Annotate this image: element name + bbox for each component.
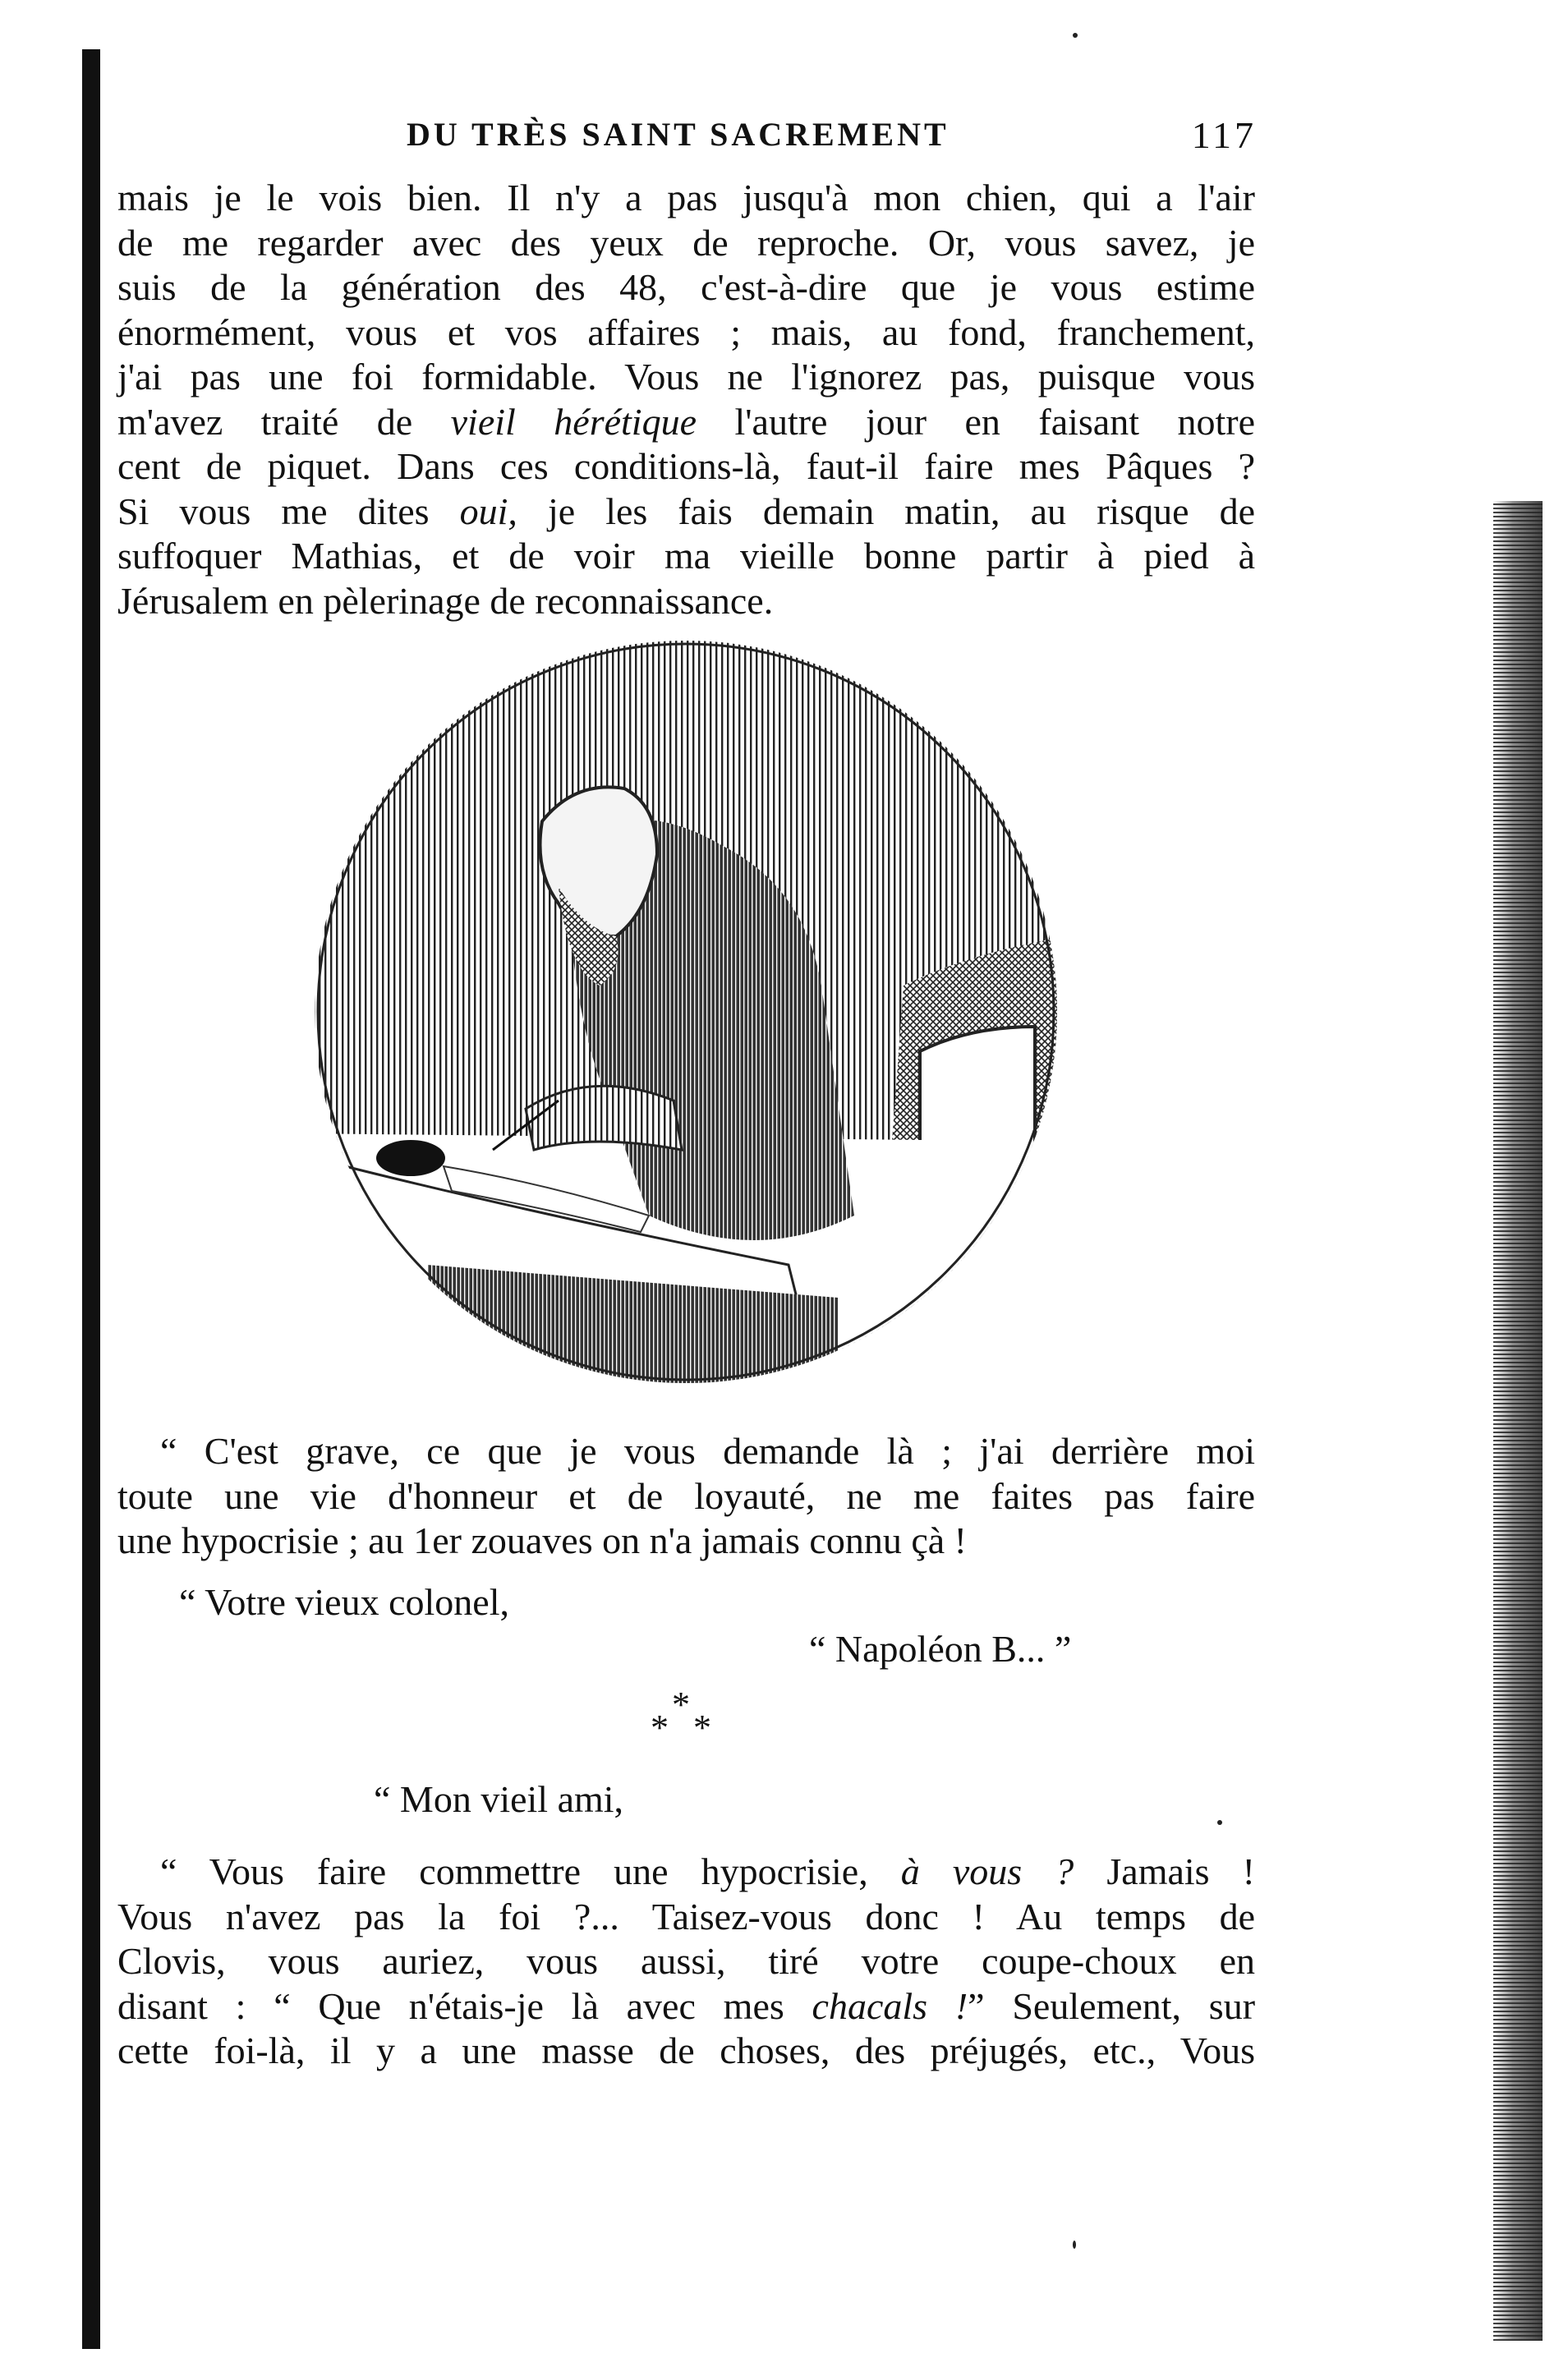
italic-phrase: oui,: [459, 490, 517, 532]
text-run: “ Vous faire commettre une hypocrisie,: [160, 1850, 868, 1892]
text-line: Jérusalem en pèlerinage de reconnaissance.: [117, 579, 774, 622]
text-line: une hypocrisie ; au 1er zouaves on n'a jamais connu çà !: [117, 1519, 967, 1561]
engraving-illustration: [296, 641, 1076, 1396]
vignette: [296, 641, 1076, 1396]
asterisk: *: [651, 1708, 669, 1748]
text-run: l'autre jour en faisant notre: [734, 400, 1255, 443]
text-line: [117, 1984, 1255, 2029]
reply-greeting: “ Mon vieil ami,: [374, 1778, 624, 1820]
closing-salutation: “ Votre vieux colonel,: [179, 1581, 509, 1623]
text-run: disant : “ Que n'étais-je là avec mes: [117, 1984, 784, 2027]
speck: [1217, 1820, 1222, 1825]
italic-phrase: chacals !: [812, 1984, 968, 2027]
text-line: cette foi-là, il y a une masse de choses, des préjugés, etc., Vous: [117, 2029, 1255, 2071]
text-run: Si vous me dites: [117, 490, 430, 532]
text-line: mais je le vois bien. Il n'y a pas jusqu'à mon chien, qui a l'air: [117, 177, 1255, 218]
text-line: [117, 490, 1255, 535]
asterism-dinkus: [632, 1684, 731, 1758]
text-run: ” Seulement, sur: [968, 1984, 1256, 2027]
text-line: suffoquer Mathias, et de voir ma vieille bonne partir à pied à: [117, 535, 1255, 577]
running-title: DU TRÈS SAINT SACREMENT: [407, 116, 950, 153]
italic-phrase: vieil hérétique: [450, 400, 697, 443]
speck: [1073, 2241, 1076, 2249]
page-number: 117: [1191, 114, 1257, 156]
text-line: Clovis, vous auriez, vous aussi, tiré votre coupe-choux en: [117, 1940, 1255, 1982]
italic-phrase: à vous ?: [900, 1850, 1074, 1892]
inkwell: [376, 1140, 445, 1176]
text-line: [117, 400, 1255, 445]
text-line: [117, 1850, 1255, 1895]
reply-paragraph: [117, 1850, 1255, 2074]
running-head: [115, 115, 1257, 164]
top-paragraph: [117, 176, 1255, 623]
middle-paragraph: [117, 1429, 1255, 1564]
signature: “ Napoléon B... ”: [809, 1628, 1072, 1670]
text-line: suis de la génération des 48, c'est-à-dire que je vous estime: [117, 266, 1255, 308]
text-line: toute une vie d'honneur et de loyauté, ne me faites pas faire: [117, 1474, 1255, 1517]
asterisk: *: [693, 1708, 711, 1748]
text-line: “ C'est grave, ce que je vous demande là ; j'ai derrière moi: [160, 1430, 1255, 1472]
text-run: m'avez traité de: [117, 400, 413, 443]
binding-shadow: [82, 49, 100, 2349]
page-edge-shadow: [1493, 501, 1543, 2341]
text-line: cent de piquet. Dans ces conditions-là, faut-il faire mes Pâques ?: [117, 445, 1255, 487]
text-line: énormément, vous et vos affaires ; mais, au fond, franchement,: [117, 310, 1255, 353]
speck: [1073, 33, 1078, 38]
text-line: j'ai pas une foi formidable. Vous ne l'ignorez pas, puisque vous: [117, 356, 1255, 398]
text-line: Vous n'avez pas la foi ?... Taisez-vous donc ! Au temps de: [117, 1895, 1255, 1937]
text-run: je les fais demain matin, au risque de: [547, 490, 1255, 532]
text-run: Jamais !: [1106, 1850, 1255, 1892]
figure-arm: [526, 1086, 682, 1150]
asterisk: *: [672, 1685, 690, 1725]
text-line: de me regarder avec des yeux de reproche. Or, vous savez, je: [117, 221, 1255, 264]
